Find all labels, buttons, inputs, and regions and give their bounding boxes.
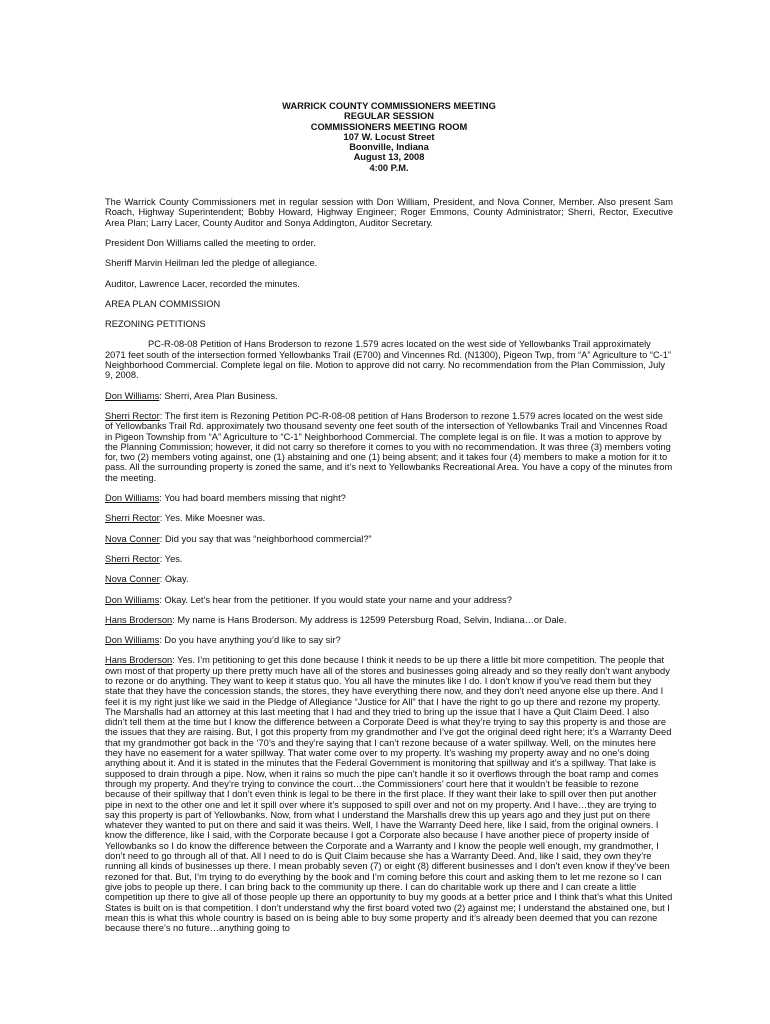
dialogue-entry (105, 554, 673, 564)
header-city: Boonville, Indiana (349, 142, 429, 153)
dialogue-text: : Okay. (159, 574, 189, 585)
dialogue-text: : My name is Hans Broderson. My address is 12599 Petersburg Road, Selvin, Indiana…or Dale. (172, 614, 567, 625)
dialogue-text: : Yes. (159, 553, 183, 564)
speaker-name: Sherri Rector (105, 553, 160, 564)
document-header (105, 101, 673, 173)
speaker-name: Don Williams (105, 594, 160, 605)
pledge-paragraph: Sheriff Marvin Heilman led the pledge of allegiance. (105, 258, 318, 269)
speaker-name: Hans Broderson (105, 614, 173, 625)
dialogue-entry (105, 411, 673, 483)
dialogue-entry (105, 493, 673, 503)
speaker-name: Sherri Rector (105, 410, 160, 421)
dialogue-text: : Yes. Mike Moesner was. (159, 513, 266, 524)
document-page (105, 101, 673, 933)
dialogue-text: : Yes. I’m petitioning to get this done because I think it needs to be up there a little bit more competition. The people that own most of that property up there pretty much have all of the stores and businesses going already and so they really don’t want anybody to rezone or do anything. They want to keep it status quo. You all have the minutes like I do. I don’t know if you’ve read them but they state that they have the concession stands, the stores, they have everything there now, and they don’t need anyone else up there. And I feel it is my right just like we said in the Pledge of Allegiance “Justice for All” that I have the right to go up there and rezone my property. The Marshalls had an attorney at this last meeting that I had and they tried to bring up the issue that I have a Quit Claim Deed. I also didn’t tell them at the time but I know the difference between a Corporate Deed is what they’re trying to say this property is and those are the issues that they are raising. But, I got this property from my grandmother and I’ve got the original deed right here; it’s a Warranty Deed that my grandmother got back in the ‘70’s and they’re saying that I can’t rezone because of a water spillway. Well, on the minutes here they have no easement for a water spillway. That water come over to my property. It’s washing my property away and no one’s doing anything about it. And it is stated in the minutes that the Federal Government is monitoring that spillway and it’s a spillway. That lake is supposed to drain through a pipe. Now, when it rains so much the pipe can’t handle it so it overflows through the boat ramp and comes through my property. And they’re trying to convince the court…the Commissioners’ court here that it wouldn’t be feasible to rezone because of their spillway that I don’t even think is legal to be there in the first place. If they want their lake to spill over then put another pipe in next to the other one and let it spill over where it’s supposed to spill over and not on my property. And I have…they are trying to say this property is part of Yellowbanks. Now, from what I understand the Marshalls drew this up years ago and they just put on there whatever they wanted to put on there and said it was theirs. Well, I have the Warranty Deed here, like I said, from the original owners. I know the difference, like I said, with the Corporate because I got a Corporate also because I have another piece of property inside of Yellowbanks so I do know the difference between the Corporate and a Warranty and I know the people well enough, my grandmother, I don’t need to go through all of that. All I need to do is Quit Claim because she has a Warranty Deed. And, like I said, they own they’re running all kinds of businesses up there. I mean probably seven (7) or eight (8) different businesses and I don’t even know if they’ve been rezoned for that. But, I’m trying to do everything by the book and I’m coming before this court and asking them to let me rezone so I can give jobs to people up there. I can bring back to the community up there. I can do charitable work up there and I can create a little competition up there to give all of those people up there an opportunity to buy my goods at a better price and I think that’s what this United States is built on is that competition. I don’t understand why the first board voted two (2) against me; I understand the abstained one, but I mean this is what this whole country is based on is being able to buy some property and it’s already been deemed that you can rezone because there’s no future…anything going to (105, 655, 673, 934)
dialogue-text: : Okay. Let’s hear from the petitioner. If you would state your name and your address? (159, 594, 512, 605)
speaker-name: Nova Conner (105, 574, 160, 585)
dialogue-entry (105, 574, 673, 584)
dialogue-text: : Did you say that was “neighborhood commercial?” (159, 533, 372, 544)
speaker-name: Sherri Rector (105, 513, 160, 524)
dialogue-entry (105, 615, 673, 625)
dialogue-entry (105, 534, 673, 544)
header-time: 4:00 P.M. (369, 162, 409, 173)
petition-paragraph: PC-R-08-08 Petition of Hans Broderson to rezone 1.579 acres located on the west side of Yellowbanks Trail approximately 2071 feet south of the intersection formed Yellowbanks Trail (E700) and Vincennes Rd. (N1300), Pigeon Twp, from “A” Agriculture to “C-1” Neighborhood Commercial. Complete legal on file. Motion to approve did not carry. No recommendation from the Plan Commission, July 9, 2008. (105, 339, 672, 381)
dialogue-entry (105, 391, 673, 401)
speaker-name: Don Williams (105, 390, 160, 401)
section-heading-area-plan: AREA PLAN COMMISSION (105, 298, 221, 309)
speaker-name: Hans Broderson (105, 655, 173, 666)
minutes-paragraph: Auditor, Lawrence Lacer, recorded the minutes. (105, 278, 300, 289)
dialogue-entry (105, 635, 673, 645)
dialogue-entry (105, 513, 673, 523)
dialogue-entry (105, 595, 673, 605)
header-session: REGULAR SESSION (344, 111, 434, 122)
header-street: 107 W. Locust Street (343, 131, 435, 142)
section-heading-rezoning: REZONING PETITIONS (105, 319, 206, 330)
dialogue-text: : Sherri, Area Plan Business. (159, 390, 278, 401)
speaker-name: Don Williams (105, 493, 160, 504)
dialogue-text: : You had board members missing that night? (159, 493, 346, 504)
dialogue-entry (105, 655, 673, 933)
header-room: COMMISSIONERS MEETING ROOM (310, 121, 468, 132)
intro-paragraph: The Warrick County Commissioners met in regular session with Don William, President, and Nova Conner, Member. Also present Sam Roach, Highway Superintendent; Bobby Howard, Highway Engineer; Roger Emmons, County Administrator; Sherri, Rector, Executive Area Plan; Larry Lacer, County Auditor and Sonya Addington, Auditor Secretary. (105, 197, 673, 228)
speaker-name: Don Williams (105, 635, 160, 646)
header-title: WARRICK COUNTY COMMISSIONERS MEETING (282, 101, 496, 111)
call-to-order: President Don Williams called the meeting to order. (105, 237, 316, 248)
dialogue-text: : The first item is Rezoning Petition PC-R-08-08 petition of Hans Broderson to rezone 1.579 acres located on the west side of Yellowbanks Trail Rd. approximately two thousand seventy one feet south of the intersection of Yellowbanks Trail and Vincennes Road in Pigeon Township from “A” Agriculture to “C-1” Neighborhood Commercial. The complete legal is on file. It was a motion to approve by the Planning Commission; however, it did not carry so therefore it comes to you with no recommendation. It was three (3) members voting for, two (2) members voting against, one (1) abstaining and one (1) being absent; and it takes four (4) members to make a motion for it to pass. All the surrounding property is zoned the same, and it’s next to Yellowbanks Recreational Area. You have a copy of the minutes from the meeting. (105, 410, 673, 483)
header-date: August 13, 2008 (353, 152, 425, 163)
speaker-name: Nova Conner (105, 533, 160, 544)
dialogue-text: : Do you have anything you’d like to say sir? (159, 635, 341, 646)
